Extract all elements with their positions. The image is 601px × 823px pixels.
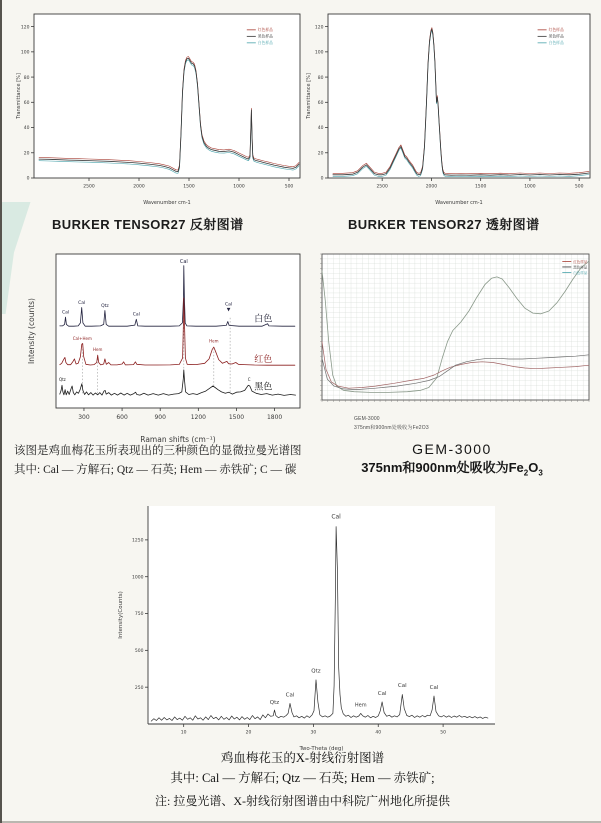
- svg-text:黑色样品: 黑色样品: [573, 265, 588, 270]
- gem-device-caption: GEM-3000: [412, 441, 492, 457]
- gem-absorption-prefix: 375nm和900nm处吸收为Fe: [361, 460, 524, 475]
- svg-text:Cal: Cal: [285, 692, 295, 699]
- gem3000-uvvis-chart: [310, 246, 594, 414]
- svg-text:120: 120: [314, 25, 324, 31]
- svg-text:2500: 2500: [83, 184, 95, 190]
- svg-text:1000: 1000: [233, 184, 245, 190]
- svg-text:白色: 白色: [254, 314, 273, 325]
- xrd-title-caption: 鸡血梅花玉的X-射线衍射图谱: [220, 751, 385, 765]
- svg-text:30: 30: [310, 730, 317, 736]
- svg-text:Cal: Cal: [179, 258, 188, 265]
- svg-text:500: 500: [134, 649, 144, 655]
- svg-text:Transmittance [%]: Transmittance [%]: [306, 73, 312, 119]
- svg-text:Qtz: Qtz: [101, 303, 109, 309]
- svg-text:Intensity(Counts): Intensity(Counts): [118, 591, 124, 639]
- svg-text:Transmittance [%]: Transmittance [%]: [16, 73, 22, 119]
- svg-text:0: 0: [26, 176, 30, 182]
- svg-text:白色样品: 白色样品: [257, 40, 273, 46]
- svg-text:红色样品: 红色样品: [548, 27, 564, 33]
- svg-text:Wavenumber cm-1: Wavenumber cm-1: [435, 200, 483, 206]
- svg-text:250: 250: [134, 685, 144, 691]
- svg-text:黑色: 黑色: [254, 382, 273, 393]
- svg-text:Wavenumber cm-1: Wavenumber cm-1: [143, 200, 191, 206]
- svg-text:Two-Theta (deg): Two-Theta (deg): [299, 746, 344, 752]
- svg-text:Cal: Cal: [61, 310, 70, 316]
- gem-absorption-caption: [302, 457, 601, 478]
- svg-text:100: 100: [314, 50, 324, 56]
- svg-text:1500: 1500: [474, 184, 487, 190]
- svg-text:Cal: Cal: [397, 682, 407, 689]
- svg-text:1500: 1500: [228, 414, 245, 421]
- svg-text:1000: 1000: [132, 575, 144, 581]
- svg-text:40: 40: [23, 126, 30, 132]
- svg-text:80: 80: [23, 75, 30, 81]
- svg-text:1800: 1800: [266, 414, 283, 421]
- svg-text:C: C: [247, 376, 251, 382]
- svg-text:0: 0: [320, 176, 324, 182]
- raman-note-line1: 该图是鸡血梅花玉所表现出的三种颜色的显微拉曼光谱图: [14, 445, 302, 457]
- svg-text:40: 40: [375, 730, 382, 736]
- svg-text:2000: 2000: [133, 184, 145, 190]
- svg-text:900: 900: [154, 414, 166, 421]
- xrd-note-caption: 注: 拉曼光谱、X-射线衍射图谱由中科院广州地化所提供: [155, 794, 450, 808]
- svg-text:红色: 红色: [254, 354, 273, 365]
- svg-text:120: 120: [20, 25, 30, 31]
- svg-text:1250: 1250: [132, 538, 144, 544]
- gem-absorption-sub1: 2: [523, 468, 529, 478]
- svg-text:Hem: Hem: [209, 338, 219, 344]
- svg-text:1000: 1000: [524, 184, 536, 190]
- svg-text:500: 500: [284, 184, 294, 190]
- svg-text:20: 20: [23, 151, 30, 157]
- svg-text:40: 40: [317, 126, 324, 132]
- raman-note-line2: 其中: Cal — 方解石; Qtz — 石英; Hem — 赤铁矿; C — 碳: [14, 464, 297, 476]
- svg-text:Hem: Hem: [92, 346, 103, 352]
- svg-text:红色样品: 红色样品: [257, 27, 273, 33]
- svg-text:黑色样品: 黑色样品: [257, 33, 273, 39]
- svg-text:Cal: Cal: [78, 300, 86, 306]
- svg-text:2000: 2000: [425, 184, 438, 190]
- ftir-reflection-caption: BURKER TENSOR27 反射图谱: [52, 217, 244, 232]
- svg-text:300: 300: [78, 414, 90, 421]
- svg-text:60: 60: [317, 101, 324, 107]
- svg-text:Cal: Cal: [225, 302, 233, 308]
- svg-text:600: 600: [116, 414, 128, 421]
- xrd-legend-caption: 其中: Cal — 方解石; Qtz — 石英; Hem — 赤铁矿;: [170, 771, 435, 785]
- svg-text:50: 50: [440, 730, 446, 736]
- svg-text:Cal+Hem: Cal+Hem: [72, 335, 92, 341]
- ftir-transmission-chart: [302, 8, 594, 208]
- ftir-reflection-chart: [14, 8, 306, 208]
- svg-text:Raman shifts (cm⁻¹): Raman shifts (cm⁻¹): [140, 435, 216, 444]
- svg-text:2500: 2500: [376, 184, 388, 190]
- svg-text:20: 20: [317, 151, 324, 157]
- svg-text:白色样品: 白色样品: [548, 40, 564, 46]
- gem-absorption-sub2: 3: [538, 468, 543, 478]
- svg-text:Qtz: Qtz: [311, 668, 321, 675]
- svg-text:Hem: Hem: [354, 702, 367, 709]
- svg-text:10: 10: [180, 730, 187, 736]
- svg-text:Qtz: Qtz: [269, 700, 280, 707]
- svg-text:1200: 1200: [190, 414, 206, 421]
- ftir-transmission-caption: BURKER TENSOR27 透射图谱: [348, 217, 540, 232]
- svg-text:80: 80: [317, 75, 324, 81]
- svg-text:白色样品: 白色样品: [573, 270, 588, 275]
- xrd-pattern-chart: [110, 496, 505, 754]
- svg-text:黑色样品: 黑色样品: [548, 33, 564, 39]
- svg-text:500: 500: [574, 184, 584, 190]
- svg-text:红色样品: 红色样品: [573, 259, 588, 264]
- svg-text:Cal: Cal: [331, 513, 341, 521]
- svg-text:100: 100: [20, 50, 30, 56]
- svg-text:750: 750: [134, 612, 144, 618]
- gem-absorption-mid: O: [528, 460, 539, 475]
- svg-text:Cal: Cal: [132, 312, 140, 318]
- svg-text:Qtz: Qtz: [58, 376, 66, 382]
- raman-spectra-chart: [24, 248, 308, 446]
- svg-text:20: 20: [245, 730, 252, 736]
- gem-chart-small-label-2: 375nm和900nm处吸收为Fe2O3: [354, 425, 429, 431]
- svg-text:1500: 1500: [183, 184, 195, 190]
- svg-text:Intensity (counts): Intensity (counts): [27, 298, 36, 364]
- svg-text:60: 60: [23, 101, 30, 107]
- svg-text:Cal: Cal: [377, 690, 387, 697]
- gem-chart-small-label-1: GEM-3000: [354, 416, 380, 422]
- svg-text:Cal: Cal: [429, 684, 439, 691]
